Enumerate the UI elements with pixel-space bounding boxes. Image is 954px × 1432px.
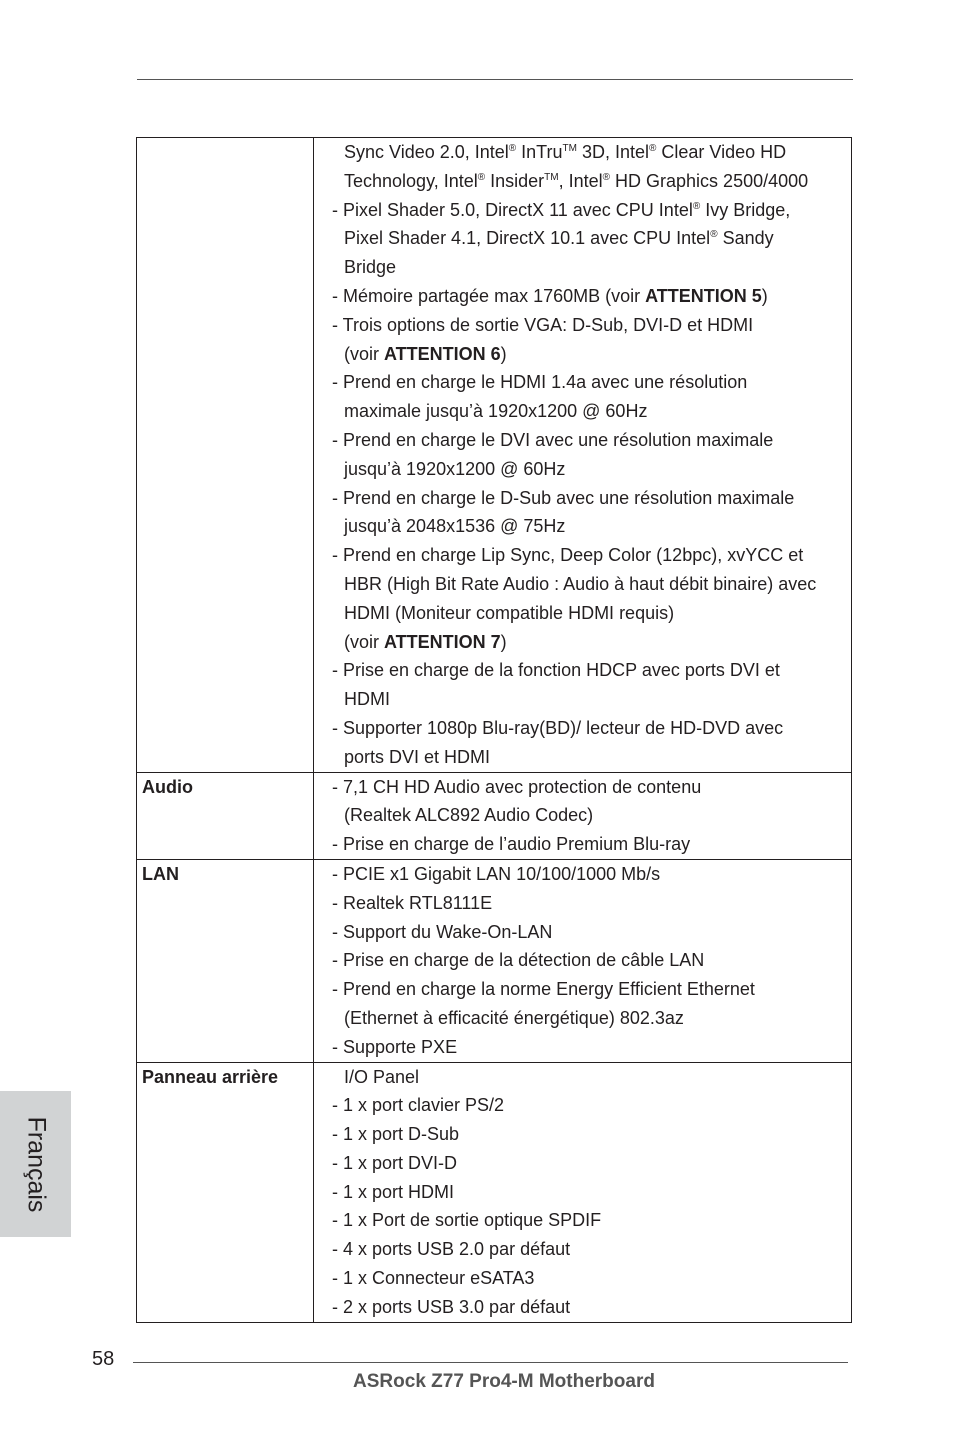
header-rule [137,79,853,80]
spec-line: - Prend en charge le DVI avec une résolution maximale [332,429,774,450]
spec-content [314,772,852,859]
spec-line: Pixel Shader 4.1, DirectX 10.1 avec CPU Intel® Sandy [344,228,774,249]
spec-label: LAN [137,859,314,1062]
spec-row-lan [137,859,852,1062]
spec-content [314,1062,852,1322]
spec-line: (Ethernet à efficacité énergétique) 802.3az [344,1007,684,1028]
spec-line: maximale jusqu’à 1920x1200 @ 60Hz [344,401,648,422]
spec-line: - PCIE x1 Gigabit LAN 10/100/1000 Mb/s [332,863,661,884]
spec-label [137,138,314,773]
spec-line: - 1 x port DVI-D [332,1152,458,1173]
spec-line: - 1 x Port de sortie optique SPDIF [332,1210,602,1231]
spec-line: - Realtek RTL8111E [332,892,493,913]
spec-line: Sync Video 2.0, Intel® InTru™ 3D, Intel® Clear Video HD [344,142,787,162]
spec-line: HDMI (Moniteur compatible HDMI requis) [344,602,675,623]
spec-table [136,137,852,1323]
spec-line: - 7,1 CH HD Audio avec protection de contenu [332,776,702,797]
spec-line: - Support du Wake-On-LAN [332,921,553,942]
spec-line: - 4 x ports USB 2.0 par défaut [332,1239,571,1260]
spec-label: Audio [137,772,314,859]
spec-line: jusqu’à 2048x1536 @ 75Hz [344,516,566,537]
spec-row-graphics [137,138,852,773]
spec-content [314,859,852,1062]
language-tab-label: Français [22,1116,50,1212]
spec-line: jusqu’à 1920x1200 @ 60Hz [344,458,566,479]
spec-row-rear-panel [137,1062,852,1322]
spec-line: - 1 x port D-Sub [332,1124,460,1145]
language-tab [0,1091,71,1237]
attention-ref: ATTENTION 6 [384,343,501,364]
attention-ref: ATTENTION 5 [645,285,762,306]
spec-line: Technology, Intel® Insider™, Intel® HD Graphics 2500/4000 [344,170,809,191]
spec-line: - 1 x Connecteur eSATA3 [332,1268,535,1289]
footer-title: ASRock Z77 Pro4-M Motherboard [353,1371,655,1392]
spec-line: - Prend en charge le HDMI 1.4a avec une résolution [332,372,748,393]
spec-row-audio [137,772,852,859]
spec-line: - 1 x port clavier PS/2 [332,1095,505,1116]
spec-line: - Prend en charge Lip Sync, Deep Color (12bpc), xvYCC et [332,545,804,566]
spec-content [314,138,852,773]
spec-line: HDMI [344,689,390,710]
footer-rule [133,1362,848,1363]
attention-ref: ATTENTION 7 [384,631,501,652]
spec-line: - Trois options de sortie VGA: D-Sub, DVI-D et HDMI [332,314,754,335]
spec-line: - Prise en charge de la détection de câble LAN [332,950,705,971]
spec-label: Panneau arrière [137,1062,314,1322]
spec-line: HBR (High Bit Rate Audio : Audio à haut débit binaire) avec [344,573,817,594]
spec-line: - 1 x port HDMI [332,1181,455,1202]
spec-line: (Realtek ALC892 Audio Codec) [344,805,594,826]
spec-line: - Supporter 1080p Blu-ray(BD)/ lecteur de HD-DVD avec [332,717,784,738]
spec-line: - Prise en charge de l’audio Premium Blu-ray [332,834,691,855]
page-number: 58 [92,1348,115,1370]
spec-line: I/O Panel [344,1066,420,1087]
spec-line: (voir ATTENTION 6) [344,343,507,364]
spec-line: - Prend en charge la norme Energy Efficient Ethernet [332,979,755,1000]
spec-line: - Pixel Shader 5.0, DirectX 11 avec CPU Intel® Ivy Bridge, [332,199,791,220]
spec-line: - 2 x ports USB 3.0 par défaut [332,1296,571,1317]
spec-line: - Prend en charge le D-Sub avec une résolution maximale [332,487,795,508]
spec-line: Bridge [344,257,397,278]
spec-line: - Mémoire partagée max 1760MB (voir ATTENTION 5) [332,285,768,306]
spec-line: (voir ATTENTION 7) [344,631,507,652]
spec-line: - Prise en charge de la fonction HDCP avec ports DVI et [332,660,780,681]
spec-line: - Supporte PXE [332,1036,458,1057]
spec-line: ports DVI et HDMI [344,746,491,767]
